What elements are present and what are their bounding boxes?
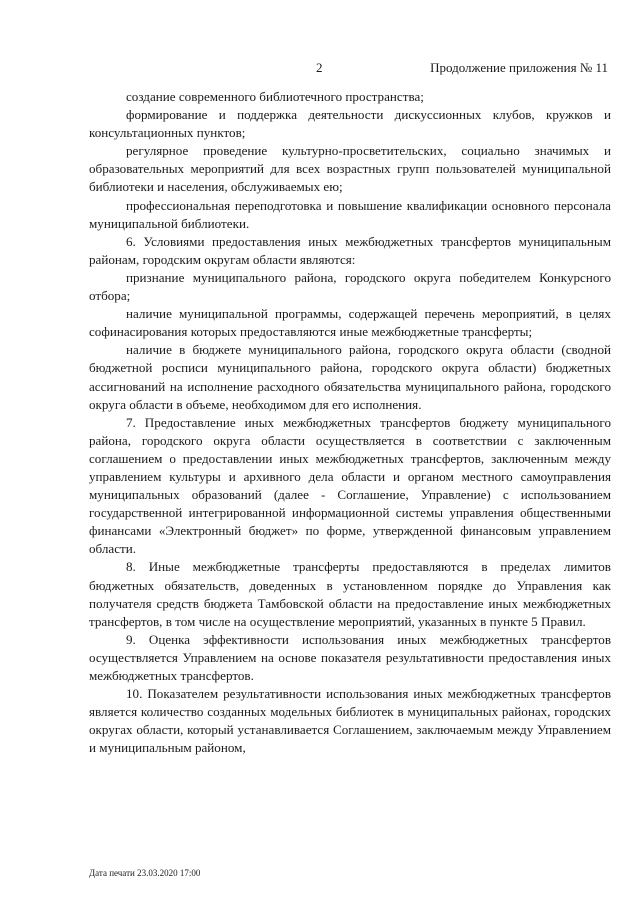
clause-7: 7. Предоставление иных межбюджетных трансфертов бюджету муниципального района, городского округа области осуществляется в соответствии с заключенным соглашением о предоставлении иных межбюджетных трансфертов, заключенным между управлением культуры и архивного дела области и органом местного самоуправления муниципальных образований (далее - Соглашение, Управление) с использованием государственной интегрированной информационной системы управления общественными финансами «Электронный бюджет» по форме, утвержденной финансовым управлением области. [89, 414, 611, 557]
clause-8: 8. Иные межбюджетные трансферты предоставляются в пределах лимитов бюджетных обязательств, доведенных в установленном порядке до Управления как получателя средств бюджета Тамбовской области на предоставление иных межбюджетных трансфертов, в том числе на осуществление мероприятий, указанных в пункте 5 Правил. [89, 559, 611, 629]
page-number: 2 [316, 60, 323, 75]
appendix-continuation-note: Продолжение приложения № 11 [430, 60, 608, 75]
list-item-staff-training: профессиональная переподготовка и повышение квалификации основного персонала муниципальной библиотеки. [89, 197, 611, 231]
clause-6: 6. Условиями предоставления иных межбюджетных трансфертов муниципальным районам, городским округам области являются: [89, 233, 611, 267]
document-body [89, 88, 611, 757]
print-date: Дата печати 23.03.2020 17:00 [89, 868, 201, 878]
list-item-library-space: создание современного библиотечного пространства; [126, 89, 424, 104]
clause-10: 10. Показателем результативности использования иных межбюджетных трансфертов является количество созданных модельных библиотек в муниципальных районах, городских округах области, который устанавливается Соглашением, заключаемым между Управлением и муниципальным районом, [89, 686, 611, 756]
clause-9: 9. Оценка эффективности использования иных межбюджетных трансфертов осуществляется Управлением на основе показателя результативности предоставления иных межбюджетных трансфертов. [89, 631, 611, 683]
condition-municipal-program: наличие муниципальной программы, содержащей перечень мероприятий, в целях софинасирования которых предоставляются иные межбюджетные трансферты; [89, 306, 611, 340]
condition-budget-allocations: наличие в бюджете муниципального района, городского округа области (сводной бюджетной росписи муниципального района, городского округа области) бюджетных ассигнований на исполнение расходного обязательства муниципального района, городского округа области в объеме, необходимом для его исполнения. [89, 342, 611, 412]
condition-winner-recognition: признание муниципального района, городского округа победителем Конкурсного отбора; [89, 269, 611, 304]
list-item-cultural-events: регулярное проведение культурно-просветительских, социально значимых и образовательных мероприятий для всех возрастных групп пользователей муниципальной библиотеки и населения, обслуживаемых ею; [89, 143, 611, 195]
list-item-discussion-clubs: формирование и поддержка деятельности дискуссионных клубов, кружков и консультационных пунктов; [89, 107, 611, 141]
